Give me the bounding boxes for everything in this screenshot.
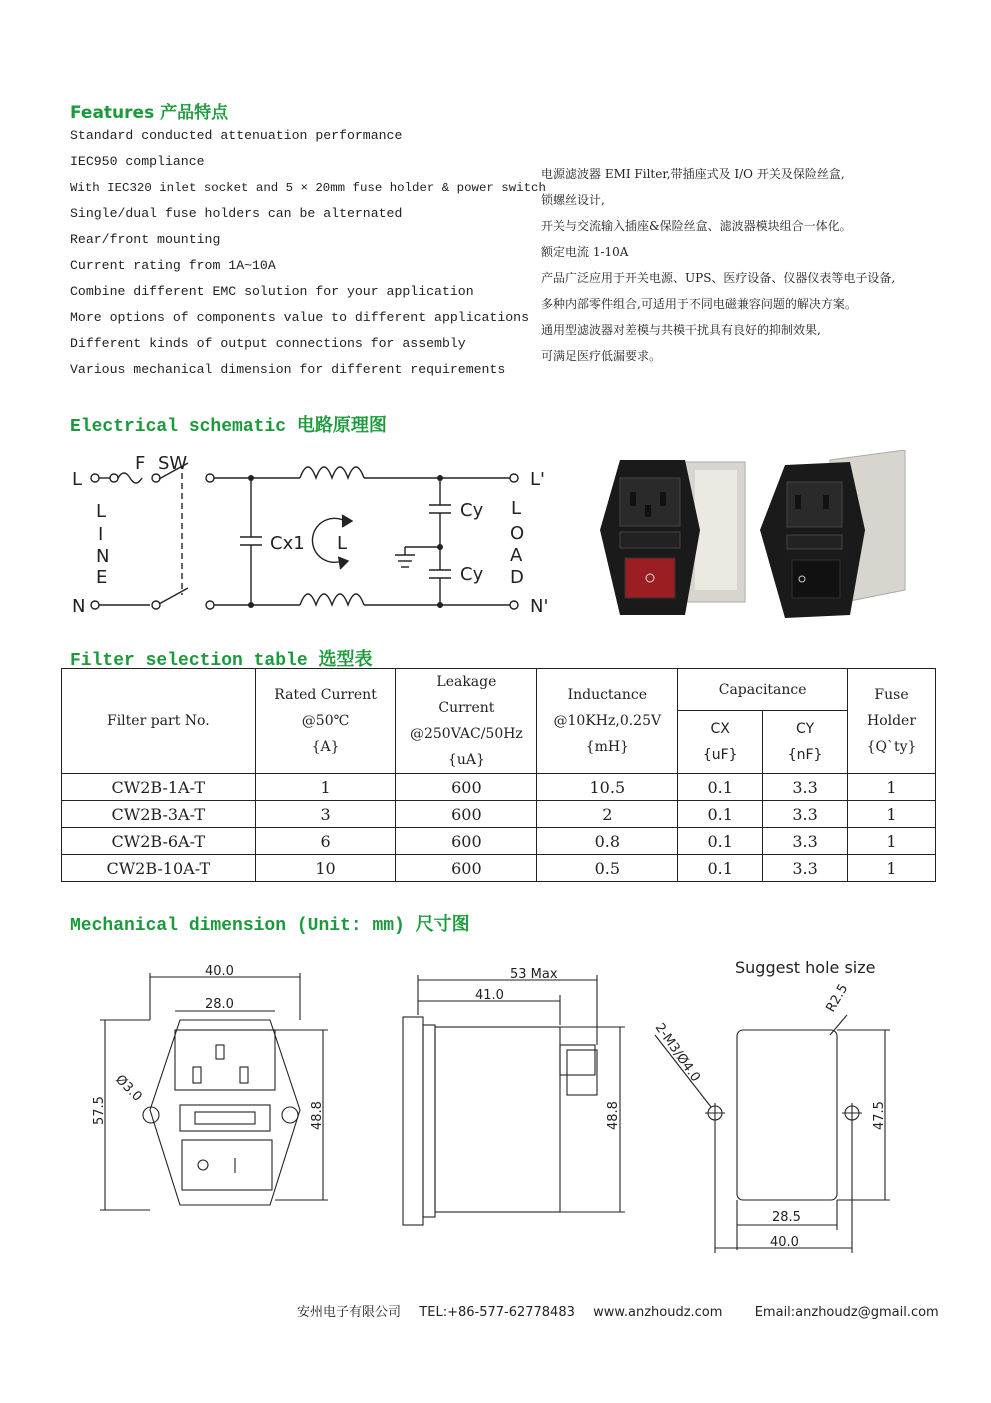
dim-side-max-depth: 53 Max: [510, 967, 558, 982]
header-part-no: Filter part No.: [62, 669, 256, 774]
feature-cn-item: 电源滤波器 EMI Filter,带插座式及 I/O 开关及保险丝盒,: [541, 167, 845, 181]
dim-side-depth: 41.0: [475, 988, 504, 1003]
dim-hole-height: 47.5: [872, 1101, 887, 1130]
schematic-label-f: F: [135, 453, 146, 474]
cell-leakage: 600: [396, 801, 537, 828]
feature-item: Various mechanical dimension for different requirements: [70, 362, 506, 377]
feature-item: Single/dual fuse holders can be alternated: [70, 206, 403, 221]
dim-side-height: 48.8: [606, 1101, 621, 1130]
table-row: [62, 801, 936, 828]
header-inductance: Inductance @10KHz,0.25V {mH}: [537, 669, 678, 774]
cell-rated: 10: [255, 855, 396, 882]
cell-cy: 3.3: [763, 855, 848, 882]
dim-front-outer-width: 40.0: [205, 964, 234, 979]
schematic-diagram: [60, 445, 560, 625]
feature-cn-item: 锁螺丝设计,: [541, 193, 605, 207]
cell-leakage: 600: [396, 855, 537, 882]
schematic-label-load-1: L: [511, 498, 522, 519]
cell-cx: 0.1: [678, 828, 763, 855]
schematic-label-l: L: [72, 469, 83, 490]
footer-email-link[interactable]: Email:anzhoudz@gmail.com: [754, 1305, 939, 1320]
schematic-label-line-2: I: [98, 524, 104, 545]
schematic-label-n: N: [72, 596, 86, 617]
cell-part: CW2B-10A-T: [62, 855, 256, 882]
cell-fuse: 1: [848, 855, 936, 882]
product-image-angle: [760, 450, 905, 618]
feature-cn-item: 开关与交流输入插座&保险丝盒、滤波器模块组合一体化。: [541, 219, 852, 233]
schematic-label-line-4: E: [96, 567, 108, 588]
dim-front-hole: Ø3.0: [112, 1072, 145, 1105]
schematic-label-load-4: D: [510, 567, 524, 588]
feature-cn-item: 通用型滤波器对差模与共模干扰具有良好的抑制效果,: [541, 323, 821, 337]
selection-heading: Filter selection table 选型表: [70, 651, 373, 671]
table-row: [62, 855, 936, 882]
schematic-label-n-out: N': [530, 596, 549, 617]
footer-web-link[interactable]: www.anzhoudz.com: [593, 1305, 723, 1320]
feature-item: Different kinds of output connections for assembly: [70, 336, 466, 351]
feature-cn-item: 产品广泛应用于开关电源、UPS、医疗设备、仪器仪表等电子设备,: [541, 271, 896, 285]
header-rated-current: Rated Current @50℃ {A}: [255, 669, 396, 774]
dim-hole-screw: 2-M3/Ø4.0: [651, 1020, 703, 1085]
cell-rated: 6: [255, 828, 396, 855]
feature-cn-item: 可满足医疗低漏要求。: [541, 349, 662, 363]
features-cn-list: [541, 161, 961, 369]
feature-item: With IEC320 inlet socket and 5 × 20mm fuse holder & power switch: [70, 181, 546, 195]
mechanical-drawing: [85, 955, 905, 1255]
header-cy: CY {nF}: [763, 711, 848, 774]
cell-cx: 0.1: [678, 801, 763, 828]
cell-fuse: 1: [848, 801, 936, 828]
cell-leakage: 600: [396, 774, 537, 801]
features-list: [70, 123, 546, 383]
cell-leakage: 600: [396, 828, 537, 855]
cell-part: CW2B-6A-T: [62, 828, 256, 855]
cell-cy: 3.3: [763, 801, 848, 828]
cell-inductance: 2: [537, 801, 678, 828]
cell-cy: 3.3: [763, 828, 848, 855]
schematic-label-sw: SW: [158, 453, 188, 474]
schematic-heading: Electrical schematic 电路原理图: [70, 417, 387, 437]
cell-cx: 0.1: [678, 855, 763, 882]
mechanical-heading: Mechanical dimension (Unit: mm) 尺寸图: [70, 916, 470, 936]
cell-part: CW2B-3A-T: [62, 801, 256, 828]
feature-item: Current rating from 1A~10A: [70, 258, 276, 273]
cell-inductance: 0.8: [537, 828, 678, 855]
dim-front-inner-width: 28.0: [205, 997, 234, 1012]
cell-inductance: 0.5: [537, 855, 678, 882]
cell-cx: 0.1: [678, 774, 763, 801]
footer-company: 安州电子有限公司: [297, 1305, 402, 1320]
dim-hole-radius: R2.5: [823, 981, 852, 1015]
cell-part: CW2B-1A-T: [62, 774, 256, 801]
schematic-label-load-3: A: [510, 545, 523, 566]
header-leakage: Leakage Current @250VAC/50Hz {uA}: [396, 669, 537, 774]
schematic-label-inductor: L: [337, 533, 348, 554]
footer: [297, 1301, 939, 1320]
product-image-front: [600, 460, 745, 615]
product-photo: [580, 450, 930, 625]
dim-hole-outer-width: 40.0: [770, 1235, 799, 1250]
schematic-label-cy-bottom: Cy: [460, 564, 484, 585]
cell-rated: 3: [255, 801, 396, 828]
header-capacitance: Capacitance: [678, 669, 848, 711]
selection-table: [61, 668, 936, 882]
features-heading: Features 产品特点: [70, 103, 229, 123]
feature-item: Standard conducted attenuation performance: [70, 128, 403, 143]
feature-cn-item: 多种内部零件组合,可适用于不同电磁兼容问题的解决方案。: [541, 297, 857, 311]
schematic-label-l-out: L': [530, 469, 545, 490]
cell-fuse: 1: [848, 828, 936, 855]
dim-front-outer-height: 57.5: [92, 1096, 107, 1125]
dim-front-inner-height: 48.8: [310, 1101, 325, 1130]
dim-hole-inner-width: 28.5: [772, 1210, 801, 1225]
feature-item: Rear/front mounting: [70, 232, 221, 247]
feature-cn-item: 额定电流 1-10A: [541, 245, 629, 259]
table-row: [62, 828, 936, 855]
cell-inductance: 10.5: [537, 774, 678, 801]
cell-cy: 3.3: [763, 774, 848, 801]
schematic-label-cx1: Cx1: [270, 533, 305, 554]
footer-tel: TEL:+86-577-62778483: [419, 1305, 575, 1320]
schematic-label-line-1: L: [96, 501, 107, 522]
schematic-label-cy-top: Cy: [460, 500, 484, 521]
cell-rated: 1: [255, 774, 396, 801]
hole-title: Suggest hole size: [735, 958, 876, 977]
header-fuse-holder: Fuse Holder {Q`ty}: [848, 669, 936, 774]
schematic-label-line-3: N: [96, 546, 110, 567]
header-cx: CX {uF}: [678, 711, 763, 774]
feature-item: More options of components value to different applications: [70, 310, 529, 325]
feature-item: Combine different EMC solution for your application: [70, 284, 474, 299]
table-row: [62, 774, 936, 801]
feature-item: IEC950 compliance: [70, 154, 205, 169]
cell-fuse: 1: [848, 774, 936, 801]
schematic-label-load-2: O: [510, 523, 525, 544]
